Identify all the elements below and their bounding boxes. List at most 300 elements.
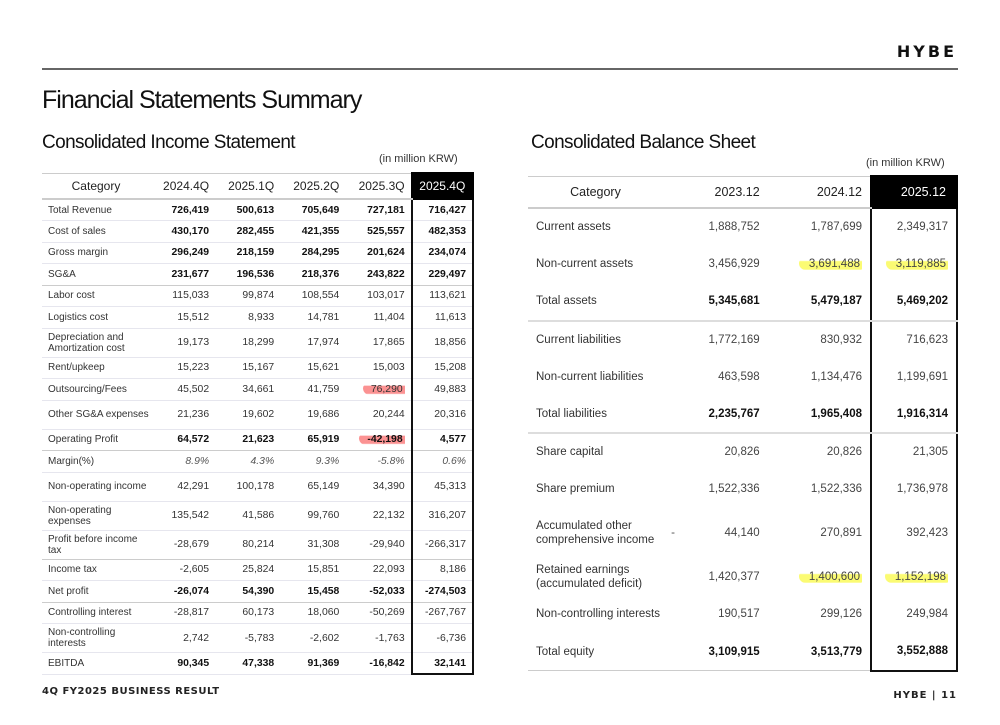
balance-row-label: Non-controlling interests [536,608,661,621]
income-row-label: EBITDA [42,653,150,675]
income-cell [345,328,411,357]
income-cell [345,451,411,473]
balance-row-label: Share premium [536,483,615,496]
income-cell [412,472,473,501]
balance-header-col: 2023.12 [683,176,768,208]
income-cell [412,501,473,530]
income-cell-value: 18,060 [307,607,340,619]
income-cell-value: 49,883 [434,383,466,395]
balance-cell-value: 1,522,336 [810,483,862,496]
income-cell-value: 41,759 [307,383,340,395]
income-cell-value: 15,003 [372,362,405,374]
income-cell-value: 716,427 [428,204,466,216]
income-unit-label: (in million KRW) [379,153,458,165]
income-cell-value: 113,621 [429,290,466,302]
income-cell [280,199,345,221]
balance-cell [683,558,768,596]
income-cell-value: 726,419 [171,204,210,216]
balance-row [528,321,957,359]
balance-row-prefix [663,283,683,321]
income-cell [345,624,411,653]
income-cell-value: 22,093 [372,564,405,576]
income-cell [150,472,215,501]
balance-cell [768,596,871,634]
income-cell-value: 15,621 [307,362,340,374]
income-cell [412,451,473,473]
income-cell-value: 316,207 [428,510,466,521]
balance-cell-value: 190,517 [718,608,760,621]
footer-page-number: HYBE | 11 [893,690,957,701]
income-cell [280,285,345,307]
balance-cell-value: 1,787,699 [810,221,862,234]
balance-row [528,396,957,434]
income-row-label: Gross margin [42,242,150,264]
header-divider [42,68,958,70]
income-cell-value: 17,974 [307,337,340,348]
income-cell [280,379,345,401]
balance-cell [683,508,768,558]
balance-cell-value: 270,891 [820,527,862,539]
income-cell-value: 99,874 [242,290,275,302]
balance-row-label: Current assets [536,221,611,234]
income-cell-value: 284,295 [301,247,340,259]
income-cell-value: 727,181 [367,204,405,216]
balance-cell [768,208,871,246]
income-cell-value: -28,679 [173,539,210,550]
income-cell-value: 2,742 [183,632,210,644]
income-cell [215,451,280,473]
income-cell [215,264,280,286]
balance-cell [768,508,871,558]
balance-cell-value: 20,826 [826,446,862,459]
income-header-col: 2025.3Q [345,173,411,199]
income-cell [215,653,280,675]
income-cell [150,264,215,286]
income-cell [215,472,280,501]
income-header-row [42,173,473,199]
income-row [42,264,473,286]
balance-cell [683,596,768,634]
balance-cell-value-highlighted: 1,152,198 [885,571,948,583]
income-row [42,602,473,624]
income-cell-value-highlighted: 76,290 [363,384,405,395]
income-row [42,530,473,559]
balance-cell-value: 830,932 [820,333,862,346]
income-cell [280,307,345,329]
balance-row [528,208,957,246]
income-cell [345,653,411,675]
balance-header-col-highlighted: 2025.12 [871,176,957,208]
income-row-label: Rent/upkeep [42,357,150,379]
balance-cell [871,321,957,359]
income-cell-value: 60,173 [242,607,275,619]
income-cell [345,400,411,429]
income-cell [150,400,215,429]
balance-unit-label: (in million KRW) [866,157,945,169]
income-cell [412,400,473,429]
footer-report-title: 4Q FY2025 BUSINESS RESULT [42,686,220,697]
income-cell [150,653,215,675]
balance-cell [768,633,871,671]
balance-cell [768,246,871,284]
income-cell-value: 231,677 [171,268,210,280]
income-cell [150,307,215,329]
income-row [42,221,473,243]
balance-cell-value: 5,345,681 [708,295,760,308]
balance-row [528,471,957,509]
income-cell-value: 14,781 [307,311,340,323]
income-cell [150,199,215,221]
income-cell [412,328,473,357]
income-cell [280,581,345,603]
income-cell-value: 18,856 [434,337,466,348]
income-row-label: Non-controlling interests [42,624,150,653]
income-cell-value: 18,299 [242,337,275,348]
income-cell [280,530,345,559]
income-cell-value: -1,763 [375,632,405,644]
balance-cell [683,396,768,434]
income-cell-value: 4,577 [439,434,466,446]
income-cell [280,429,345,451]
balance-header-col: 2024.12 [768,176,871,208]
income-cell [345,379,411,401]
income-cell [215,624,280,653]
income-cell [215,379,280,401]
income-cell [412,653,473,675]
income-header-category: Category [42,173,150,199]
income-cell-value: -2,602 [309,632,340,644]
income-row [42,379,473,401]
brand-logo: HYBE [896,42,957,61]
income-cell-value: 15,208 [434,362,466,374]
income-cell-value: 19,686 [307,409,340,420]
income-cell [215,530,280,559]
income-cell-value: 430,170 [171,225,210,237]
income-cell-value: 65,919 [307,434,340,446]
income-cell-value: 229,497 [428,268,466,280]
income-cell-value: 65,149 [307,481,340,492]
income-cell-value: 31,308 [307,539,340,550]
income-cell [280,451,345,473]
income-statement-table [42,172,474,675]
income-row [42,653,473,675]
income-cell [280,472,345,501]
income-cell-value: -50,269 [369,607,405,619]
income-cell-value: -6,736 [436,632,466,644]
income-cell-value: 20,244 [372,409,405,420]
balance-cell [871,283,957,321]
income-cell-value: 41,586 [242,510,275,521]
balance-cell-value: 1,199,691 [896,370,948,383]
balance-row-prefix [663,633,683,671]
income-cell [345,530,411,559]
income-row-label: Total Revenue [42,199,150,221]
income-cell [215,221,280,243]
income-cell [345,581,411,603]
balance-cell [683,321,768,359]
income-cell-value: 32,141 [434,657,466,669]
income-cell [345,307,411,329]
income-cell [345,199,411,221]
income-row-label: Controlling interest [42,602,150,624]
income-row [42,429,473,451]
income-row [42,624,473,653]
income-cell-value: 15,851 [307,564,340,576]
balance-cell-value: 299,126 [820,608,862,621]
income-cell [412,199,473,221]
balance-sheet-table [528,175,958,672]
income-row [42,581,473,603]
income-cell-value: 21,623 [242,434,275,446]
income-cell [345,602,411,624]
income-row [42,472,473,501]
income-row [42,328,473,357]
balance-row [528,246,957,284]
income-cell-value: 19,173 [177,337,210,348]
balance-cell-value: 21,305 [912,446,948,459]
income-cell-value: 108,554 [301,290,340,302]
income-cell-value: 34,390 [372,481,405,492]
balance-cell [683,471,768,509]
income-cell-value: -274,503 [424,585,466,597]
income-cell [150,285,215,307]
income-cell-value: 90,345 [177,657,210,669]
income-row-label: Labor cost [42,285,150,307]
income-cell [412,307,473,329]
income-cell [215,242,280,264]
balance-row-label: Total assets [528,283,663,321]
balance-row-label: Non-current liabilities [536,370,644,383]
income-cell-value: -267,767 [424,607,466,619]
income-cell-value: -5.8% [377,455,405,467]
income-cell-value: 103,017 [367,290,405,302]
balance-cell [768,558,871,596]
income-cell-value: 47,338 [242,657,275,669]
balance-header-spacer [663,176,683,208]
balance-row-prefix [663,321,683,359]
income-cell [150,624,215,653]
balance-cell-value: 716,623 [906,333,948,346]
income-cell [215,559,280,581]
income-cell [150,581,215,603]
income-cell [280,624,345,653]
balance-cell-value: 5,469,202 [896,295,948,308]
balance-cell [871,596,957,634]
balance-cell [871,471,957,509]
balance-cell [871,508,957,558]
income-cell [345,242,411,264]
income-cell [150,379,215,401]
income-cell-value: 243,822 [367,268,405,280]
income-cell-value-highlighted: -42,198 [359,434,404,445]
income-cell [280,559,345,581]
balance-row [528,633,957,671]
balance-cell-value: 1,522,336 [708,483,760,496]
balance-cell [768,396,871,434]
income-cell-value: 135,542 [171,510,210,521]
income-cell [215,328,280,357]
income-cell-value: 20,316 [434,409,466,420]
balance-cell-value: 1,888,752 [708,221,760,234]
income-row-label: Non-operating income [42,472,150,501]
balance-row [528,558,957,596]
balance-cell-value-highlighted: 3,119,885 [886,258,948,270]
income-cell-value: 500,613 [236,204,275,216]
balance-row-label: Accumulated other comprehensive income [536,520,655,546]
balance-cell [871,208,957,246]
balance-cell-value: 392,423 [906,527,948,539]
balance-row-label: Non-current assets [536,258,634,271]
income-row [42,559,473,581]
income-cell [412,379,473,401]
income-row-label: Outsourcing/Fees [42,379,150,401]
balance-header-row [528,176,957,208]
income-cell-value: -29,940 [369,539,405,550]
balance-cell-value: 1,916,314 [896,407,948,420]
balance-cell [768,321,871,359]
income-header-col: 2025.1Q [215,173,280,199]
balance-cell-value: 3,552,888 [896,645,948,658]
balance-row [528,508,957,558]
income-cell-value: 22,132 [372,510,405,521]
income-cell-value: 482,353 [428,225,466,237]
income-row [42,451,473,473]
income-cell-value: 234,074 [428,247,466,259]
balance-row-prefix [663,208,683,246]
balance-row-prefix [663,246,683,284]
income-cell-value: 525,557 [367,225,405,237]
income-cell-value: 54,390 [242,585,275,597]
income-cell-value: -52,033 [369,585,405,597]
balance-row-label: Total liabilities [528,396,663,434]
balance-sheet-title: Consolidated Balance Sheet [531,132,756,153]
income-cell-value: 201,624 [367,247,405,259]
income-cell-value: 218,159 [236,247,275,259]
balance-cell-value: 5,479,187 [810,295,862,308]
balance-cell-value: 3,513,779 [810,645,862,658]
income-cell-value: 15,167 [242,362,275,374]
balance-cell-value: 1,420,377 [708,570,760,583]
income-cell [412,624,473,653]
income-cell [280,653,345,675]
income-row-label: Cost of sales [42,221,150,243]
balance-cell-value: 1,772,169 [708,333,760,346]
income-cell-value: 8,933 [248,311,275,323]
income-cell [150,221,215,243]
income-cell [280,242,345,264]
balance-header-category: Category [528,176,663,208]
income-cell [412,357,473,379]
income-cell-value: 11,404 [373,311,405,323]
income-cell-value: 282,455 [236,225,275,237]
balance-row-prefix [663,433,683,471]
income-row-label: Other SG&A expenses [42,400,150,429]
income-cell [150,357,215,379]
income-cell [345,472,411,501]
income-cell-value: 91,369 [307,657,340,669]
income-cell-value: 15,512 [177,311,210,323]
income-statement-title: Consolidated Income Statement [42,132,295,153]
income-row [42,307,473,329]
income-cell-value: 42,291 [177,481,210,492]
income-cell-value: 11,613 [434,311,466,323]
income-cell [345,264,411,286]
balance-row-prefix [663,358,683,396]
balance-cell [683,433,768,471]
income-cell [215,307,280,329]
income-row [42,285,473,307]
income-cell [215,199,280,221]
income-row-label: Operating Profit [42,429,150,451]
income-cell [150,501,215,530]
balance-cell [871,246,957,284]
income-cell [412,242,473,264]
balance-cell [768,471,871,509]
income-cell-value: 64,572 [177,434,210,446]
income-cell [412,530,473,559]
balance-cell [683,246,768,284]
balance-cell [683,633,768,671]
income-row-label: SG&A [42,264,150,286]
income-cell [280,400,345,429]
income-cell-value: 80,214 [242,539,275,550]
income-cell-value: 9.3% [315,455,340,467]
income-cell-value: 25,824 [242,564,275,576]
income-cell-value: 19,602 [242,409,275,420]
income-cell [412,429,473,451]
income-cell [150,451,215,473]
income-cell-value: 15,223 [177,362,210,374]
balance-cell [871,396,957,434]
income-cell [280,501,345,530]
income-cell [280,221,345,243]
income-cell-value: 45,502 [177,383,210,395]
income-header-col: 2024.4Q [150,173,215,199]
income-cell [150,242,215,264]
balance-cell [683,283,768,321]
income-cell [150,429,215,451]
balance-cell-value: 249,984 [906,608,948,621]
balance-cell-value-highlighted: 3,691,488 [799,258,862,270]
income-cell-value: 17,865 [372,337,405,348]
income-cell [215,429,280,451]
income-cell [215,602,280,624]
income-cell-value: 0.6% [442,455,466,467]
balance-cell [871,358,957,396]
income-cell-value: -16,842 [369,657,405,669]
income-row-label: Profit before income tax [42,530,150,559]
balance-row-label: Current liabilities [536,333,622,346]
balance-cell-value: 1,965,408 [810,407,862,420]
balance-cell-value: 1,134,476 [810,370,862,383]
income-row [42,199,473,221]
balance-row [528,283,957,321]
income-cell [150,530,215,559]
income-cell [280,328,345,357]
income-row [42,242,473,264]
balance-cell-value: 3,109,915 [708,645,760,658]
income-cell [215,501,280,530]
income-cell [345,285,411,307]
balance-row-prefix [663,558,683,596]
income-cell [345,357,411,379]
income-cell [215,285,280,307]
balance-cell-value: 3,456,929 [708,258,760,271]
income-row-label: Non-operating expenses [42,501,150,530]
income-cell [412,581,473,603]
balance-row-label: Share capital [536,446,604,459]
income-row-label: Net profit [42,581,150,603]
